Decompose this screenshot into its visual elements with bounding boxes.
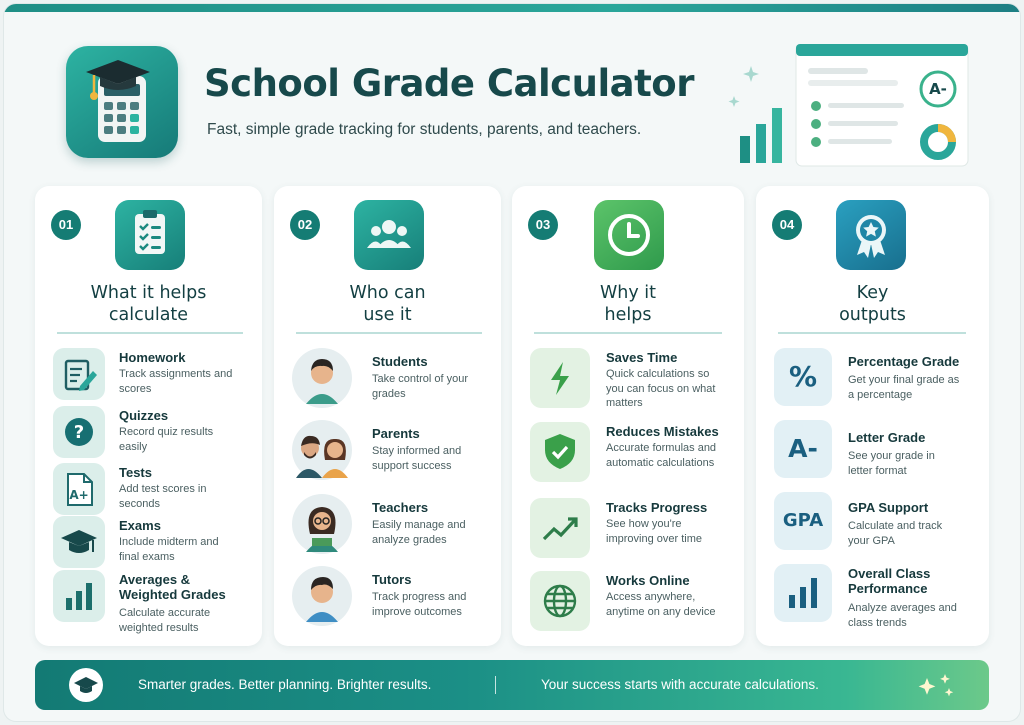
svg-text:?: ? — [73, 422, 85, 443]
card-number-badge: 03 — [528, 210, 558, 240]
card-key-outputs — [756, 186, 989, 646]
card-divider — [778, 332, 966, 334]
graduation-cap-icon — [69, 668, 103, 702]
percent-icon: % — [774, 348, 832, 406]
footer-banner — [35, 660, 989, 710]
tutor-avatar — [292, 566, 352, 626]
trend-up-icon — [530, 498, 590, 558]
card-number-badge: 01 — [51, 210, 81, 240]
card-title: Key outputs — [839, 283, 906, 325]
list-item-teachers: Teachers Easily manage and analyze grades — [292, 494, 491, 558]
footer-divider — [495, 676, 496, 694]
list-item-homework: Homework Track assignments and scores — [53, 348, 252, 412]
list-item-letter-grade: A- Letter Grade See your grade in letter format — [774, 420, 979, 484]
card-number-badge: 02 — [290, 210, 320, 240]
card-number-badge: 04 — [772, 210, 802, 240]
page-subtitle: Fast, simple grade tracking for students, parents, and teachers. — [207, 121, 642, 138]
a-plus-document-icon — [53, 463, 105, 515]
page-title: School Grade Calculator — [204, 62, 694, 105]
card-divider — [296, 332, 482, 334]
list-item-tests: A+ Tests Add test scores in seconds — [53, 463, 252, 527]
shield-check-icon — [530, 422, 590, 482]
people-group-icon — [354, 200, 424, 270]
card-who-can-use-it — [274, 186, 501, 646]
list-item-quizzes: ? Quizzes Record quiz results easily — [53, 406, 252, 470]
student-avatar — [292, 348, 352, 408]
award-ribbon-icon — [836, 200, 906, 270]
card-title: Why it helps — [599, 283, 657, 325]
hero-grade-badge: A- — [929, 80, 947, 98]
infographic-frame — [4, 4, 1020, 721]
parents-avatar — [292, 420, 352, 480]
globe-icon — [530, 571, 590, 631]
teacher-avatar — [292, 494, 352, 554]
question-mark-icon — [53, 406, 105, 458]
list-item-students: Students Take control of your grades — [292, 348, 491, 412]
list-item-percentage-grade: % Percentage Grade Get your final grade as a percentage — [774, 348, 979, 412]
svg-text:A+: A+ — [69, 488, 89, 502]
pencil-paper-icon — [53, 348, 105, 400]
list-item-tracks-progress: Tracks Progress See how you're improving over time — [530, 498, 734, 562]
card-divider — [534, 332, 722, 334]
list-item-gpa-support: GPA GPA Support Calculate and track your GPA — [774, 492, 979, 556]
top-accent-strip — [4, 4, 1020, 12]
card-divider — [57, 332, 243, 334]
footer-message: Your success starts with accurate calculations. — [541, 677, 819, 692]
card-why-it-helps — [512, 186, 744, 646]
list-item-averages: Averages & Weighted Grades Calculate accurate weighted results — [53, 570, 252, 634]
clock-icon — [594, 200, 664, 270]
list-item-reduces-mistakes: Reduces Mistakes Accurate formulas and automatic calculations — [530, 422, 734, 486]
clipboard-checklist-icon — [115, 200, 185, 270]
letter-grade-icon: A- — [774, 420, 832, 478]
list-item-parents: Parents Stay informed and support success — [292, 420, 491, 484]
calculator-app-icon — [66, 46, 178, 158]
list-item-class-performance: Overall Class Performance Analyze averages and class trends — [774, 564, 979, 628]
list-item-works-online: Works Online Access anywhere, anytime on any device — [530, 571, 734, 635]
list-item-exams: Exams Include midterm and final exams — [53, 516, 252, 580]
card-title: What it helps calculate — [90, 283, 207, 325]
graduation-cap-icon — [53, 516, 105, 568]
bar-chart-icon — [53, 570, 105, 622]
list-item-tutors: Tutors Track progress and improve outcomes — [292, 566, 491, 630]
card-title: Who can use it — [349, 283, 426, 325]
bar-chart-icon — [774, 564, 832, 622]
footer-tagline: Smarter grades. Better planning. Brighter results. — [138, 677, 432, 692]
lightning-icon — [530, 348, 590, 408]
card-what-it-calculates — [35, 186, 262, 646]
gpa-icon: GPA — [774, 492, 832, 550]
list-item-saves-time: Saves Time Quick calculations so you can focus on what matters — [530, 348, 734, 412]
sparkle-icon — [915, 672, 959, 705]
report-card-illustration — [724, 44, 974, 169]
